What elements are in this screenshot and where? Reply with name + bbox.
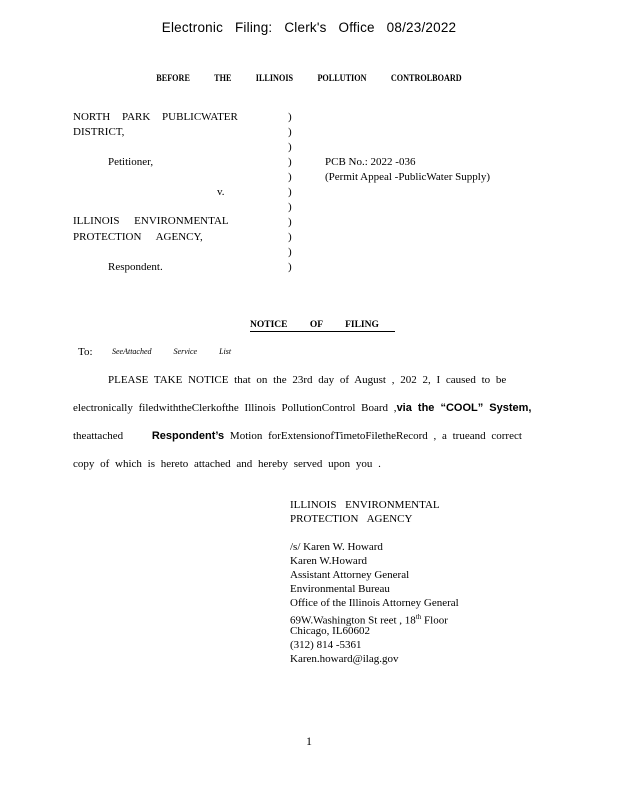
- signature-title: Assistant Attorney General: [290, 569, 410, 581]
- body-line-2: electronically filedwiththeClerkofthe Illinois PollutionControl Board ,via the “COOL” System,: [73, 402, 532, 414]
- body-line-3: theattached Respondent’s Motion forExtensionofTimetoFiletheRecord , a trueand correct: [73, 430, 522, 442]
- body-line-4: copy of which is hereto attached and hereby served upon you .: [73, 458, 381, 470]
- signature-name: Karen W.Howard: [290, 555, 367, 567]
- filing-stamp: Electronic Filing: Clerk's Office 08/23/2022: [161, 20, 457, 35]
- signature-signed: /s/ Karen W. Howard: [290, 541, 383, 553]
- signature-street: 69W.Washington St reet , 18th Floor: [290, 613, 448, 627]
- page-number: 1: [306, 734, 312, 748]
- respondent-name-line1: ILLINOIS ENVIRONMENTAL: [73, 215, 229, 227]
- signature-bureau: Environmental Bureau: [290, 583, 390, 595]
- to-label: To:: [78, 346, 93, 358]
- to-recipients: SeeAttached Service List: [112, 347, 232, 356]
- signature-office: Office of the Illinois Attorney General: [290, 597, 459, 609]
- caption-parens: ) ) ) ) ) ) ) ) ) ) ): [288, 111, 292, 273]
- case-number: PCB No.: 2022 -036: [325, 156, 416, 168]
- signature-agency-line1: ILLINOIS ENVIRONMENTAL: [290, 499, 440, 511]
- petitioner-name-line2: DISTRICT,: [73, 126, 125, 138]
- notice-title: NOTICE OF FILING: [250, 320, 395, 332]
- signature-email: Karen.howard@ilag.gov: [290, 653, 399, 665]
- signature-agency-line2: PROTECTION AGENCY: [290, 513, 413, 525]
- board-title: BEFORE THE ILLINOIS POLLUTION CONTROLBOARD: [156, 74, 462, 84]
- petitioner-name-line1: NORTH PARK PUBLICWATER: [73, 111, 238, 123]
- respondent-name-line2: PROTECTION AGENCY,: [73, 231, 203, 243]
- signature-city: Chicago, IL60602: [290, 625, 371, 637]
- petitioner-role: Petitioner,: [108, 156, 154, 168]
- versus: v.: [217, 186, 225, 198]
- body-line-1: PLEASE TAKE NOTICE that on the 23rd day of August , 202 2, I caused to be: [108, 374, 507, 386]
- respondent-role: Respondent.: [108, 261, 163, 273]
- case-type: (Permit Appeal -PublicWater Supply): [325, 171, 490, 183]
- signature-phone: (312) 814 -5361: [290, 639, 362, 651]
